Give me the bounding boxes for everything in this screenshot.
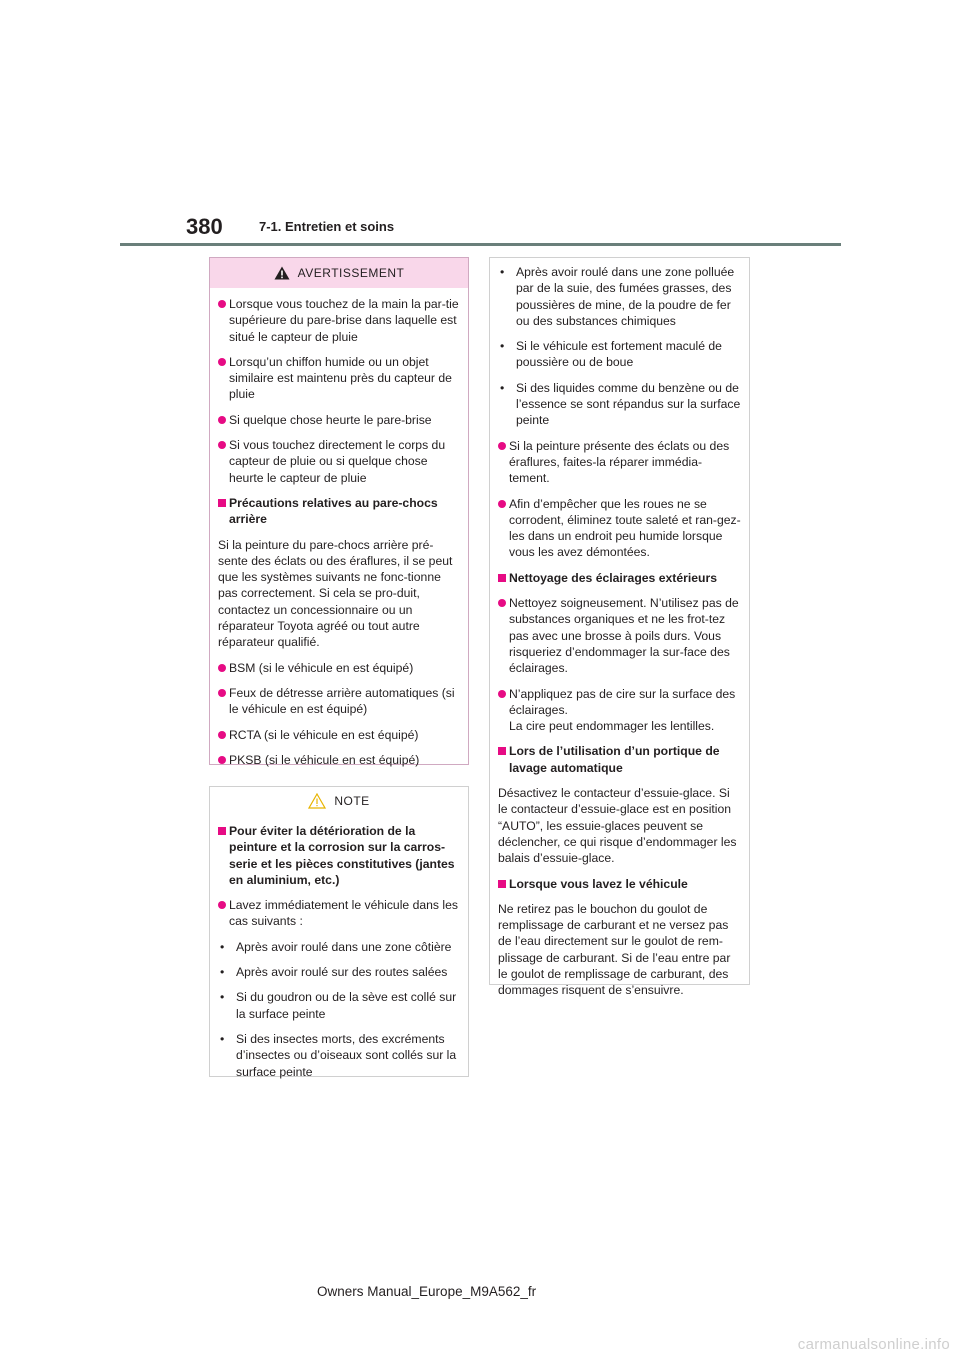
item-text: Si quelque chose heurte le pare-brise bbox=[229, 412, 432, 427]
page-number: 380 bbox=[186, 214, 223, 239]
item-text: Lavez immédiatement le véhicule dans les cas suivants : bbox=[229, 898, 458, 929]
list-item bbox=[498, 686, 741, 735]
pink-square-icon bbox=[498, 574, 506, 582]
item-text: Si des insectes morts, des excréments d’insectes ou d’oiseaux sont collés sur la surface peinte bbox=[236, 1031, 457, 1079]
item-text: Afin d’empêcher que les roues ne se corrodent, éliminez toute saleté et ran-gez-les dans un endroit peu humide lorsque vous les avez démontées. bbox=[509, 496, 741, 560]
item-text: Si des liquides comme du benzène ou de l’essence se sont répandus sur la surface peinte bbox=[516, 380, 741, 428]
section-title: 7-1. Entretien et soins bbox=[259, 219, 395, 234]
item-text: RCTA (si le véhicule en est équipé) bbox=[229, 727, 419, 742]
item-text: Nettoyez soigneusement. N’utilisez pas de substances organiques et ne les frot-tez pas avec une brosse à poils durs. Vous risqueriez d’endommager la sur-face des éclairages. bbox=[509, 596, 739, 676]
item-text: Nettoyage des éclairages extérieurs bbox=[509, 570, 717, 585]
bullet-icon: • bbox=[500, 380, 505, 395]
bullet-icon: • bbox=[220, 965, 225, 980]
pink-square-icon bbox=[498, 747, 506, 755]
section-heading bbox=[218, 495, 460, 528]
item-text: Lorsque vous touchez de la main la par-tie supérieure du pare-brise dans laquelle est situé le capteur de pluie bbox=[229, 297, 459, 344]
list-item bbox=[218, 964, 460, 980]
pink-dot-icon bbox=[218, 416, 226, 424]
list-item bbox=[498, 496, 741, 561]
footer-manual-name: Owners Manual_Europe_M9A562_fr bbox=[317, 1284, 537, 1299]
bullet-icon: • bbox=[220, 1031, 225, 1046]
list-item bbox=[498, 264, 741, 329]
list-item bbox=[218, 989, 460, 1022]
section-heading bbox=[498, 570, 741, 586]
pink-dot-icon bbox=[218, 731, 226, 739]
bullet-icon: • bbox=[220, 939, 225, 954]
note-items bbox=[218, 823, 460, 1080]
pink-dot-icon bbox=[498, 599, 506, 607]
paragraph: Si la peinture du pare-chocs arrière pré-sente des éclats ou des éraflures, il se peut que les systèmes suivants ne fonc-tionne pas correctement. Si cela se pro-duit, contactez un concessionnaire ou un réparateur Toyota agréé ou tout autre réparateur qualifié. bbox=[218, 537, 453, 650]
list-item bbox=[218, 296, 460, 345]
section-heading bbox=[498, 743, 741, 776]
item-text: Feux de détresse arrière automatiques (si le véhicule en est équipé) bbox=[229, 685, 455, 717]
pink-square-icon bbox=[218, 499, 226, 507]
paragraph: Désactivez le contacteur d’essuie-glace. Si le contacteur d’essuie-glace est en position “AUTO”, les essuie-glaces peuvent se déclencher, ce qui risque d’endommager les balais d’essuie-glace. bbox=[498, 786, 737, 866]
pink-dot-icon bbox=[498, 500, 506, 508]
pink-dot-icon bbox=[218, 689, 226, 697]
item-text: Si vous touchez directement le corps du capteur de pluie ou si quelque chose heurte le capteur de pluie bbox=[229, 438, 446, 485]
list-item bbox=[498, 380, 741, 429]
item-text: BSM (si le véhicule en est équipé) bbox=[229, 660, 414, 675]
list-item bbox=[498, 438, 741, 487]
list-item bbox=[218, 660, 460, 676]
item-text: Lors de l’utilisation d’un portique de lavage automatique bbox=[509, 744, 720, 775]
item-text: Lorsqu’un chiffon humide ou un objet similaire est maintenu près du capteur de pluie bbox=[229, 354, 452, 402]
item-text: Si la peinture présente des éclats ou des éraflures, faites-la réparer immédia-tement. bbox=[509, 438, 730, 486]
watermark[interactable]: carmanualsonline.info bbox=[797, 1335, 950, 1353]
list-item bbox=[498, 338, 741, 371]
bullet-icon: • bbox=[220, 990, 225, 1005]
bullet-icon: • bbox=[500, 339, 505, 354]
warning-box bbox=[209, 257, 469, 765]
pink-dot-icon bbox=[498, 690, 506, 698]
pink-dot-icon bbox=[218, 441, 226, 449]
bullet-icon: • bbox=[500, 265, 505, 279]
item-text: N’appliquez pas de cire sur la surface des éclairages. La cire peut endommager les lentilles. bbox=[509, 686, 736, 734]
note-box-title: NOTE bbox=[334, 793, 370, 808]
list-item bbox=[218, 939, 460, 955]
list-item bbox=[498, 595, 741, 676]
pink-dot-icon bbox=[498, 442, 506, 450]
caution-triangle-icon bbox=[308, 793, 326, 809]
item-text: Après avoir roulé sur des routes salées bbox=[236, 965, 448, 980]
list-item bbox=[218, 412, 460, 428]
warning-triangle-icon bbox=[274, 266, 290, 280]
item-text: Après avoir roulé dans une zone polluée par de la suie, des fumées grasses, des poussières de mine, de la poudre de fer ou des substances chimiques bbox=[516, 265, 735, 328]
list-item bbox=[218, 727, 460, 743]
continued-items bbox=[498, 264, 741, 999]
item-text: Pour éviter la détérioration de la peinture et la corrosion sur la carros-serie et les pièces constitutives (jantes en aluminium, etc.) bbox=[229, 824, 455, 887]
item-text: Si du goudron ou de la sève est collé sur la surface peinte bbox=[236, 990, 457, 1021]
item-text: PKSB (si le véhicule en est équipé) bbox=[229, 752, 420, 767]
pink-dot-icon bbox=[218, 756, 226, 764]
pink-dot-icon bbox=[218, 358, 226, 366]
pink-square-icon bbox=[498, 880, 506, 888]
item-text: Précautions relatives au pare-chocs arrière bbox=[229, 495, 438, 527]
warning-items bbox=[218, 296, 460, 768]
continued-box bbox=[489, 257, 750, 998]
pink-dot-icon bbox=[218, 300, 226, 308]
note-box-header bbox=[210, 787, 468, 815]
section-heading bbox=[498, 876, 741, 892]
note-box bbox=[209, 786, 469, 1077]
item-text: Lorsque vous lavez le véhicule bbox=[509, 876, 688, 891]
warning-box-header bbox=[210, 258, 468, 288]
pink-square-icon bbox=[218, 827, 226, 835]
pink-dot-icon bbox=[218, 664, 226, 672]
list-item bbox=[218, 354, 460, 403]
item-text: Si le véhicule est fortement maculé de poussière ou de boue bbox=[516, 339, 722, 370]
list-item bbox=[218, 1031, 460, 1080]
list-item bbox=[218, 752, 460, 768]
warning-box-title: AVERTISSEMENT bbox=[297, 265, 405, 280]
header-rule bbox=[120, 243, 841, 246]
list-item bbox=[218, 897, 460, 930]
list-item bbox=[218, 685, 460, 718]
item-text: Après avoir roulé dans une zone côtière bbox=[236, 939, 452, 954]
pink-dot-icon bbox=[218, 901, 226, 909]
section-heading bbox=[218, 823, 460, 888]
paragraph: Ne retirez pas le bouchon du goulot de remplissage de carburant et ne versez pas de l’eau directement sur le goulot de rem-plissage de carburant. Si de l’eau entre par le goulot de remplissage de carburant, des dommages risquent de s’ensuivre. bbox=[498, 901, 731, 998]
list-item bbox=[218, 437, 460, 486]
